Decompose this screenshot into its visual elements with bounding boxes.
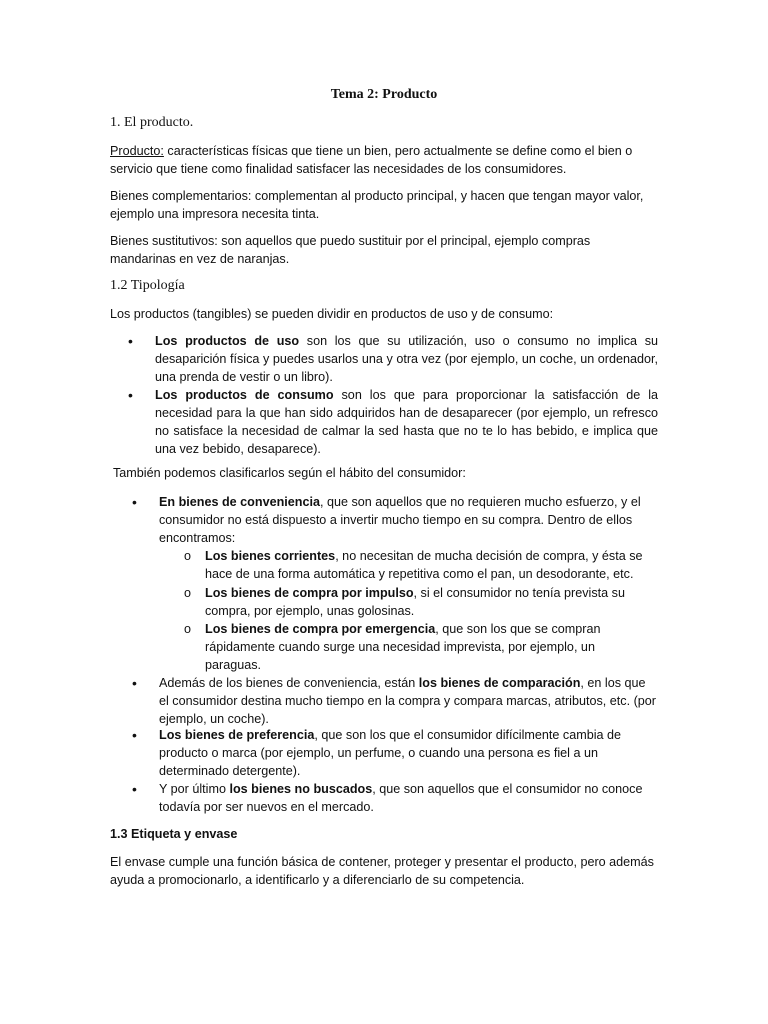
list-item-text: Además de los bienes de conveniencia, están (159, 676, 419, 690)
section-1-heading: 1. El producto. (110, 115, 194, 130)
list-item-bold: los bienes no buscados (229, 782, 373, 796)
sub-list-item-text: , que son los que se compran rápidamente cuando surge una necesidad imprevista, por ejemplo, un paraguas. (205, 622, 601, 672)
list-item-bold: Los productos de uso (155, 334, 300, 348)
bullet-icon: • (132, 494, 137, 510)
list-item-text: , que son los que el consumidor difícilmente cambia de producto o marca (por ejemplo, un perfume, o cuando una persona es fiel a un determinado detergente). (159, 728, 622, 778)
paragraph-envase: El envase cumple una función básica de contener, proteger y presentar el producto, pero además ayuda a promocionarlo, a identificarlo y a diferenciarlo de su competencia. (110, 855, 654, 887)
sub-list-item-text: , no necesitan de mucha decisión de compra, y ésta se hace de una forma automática y repetitiva como el pan, un desodorante, etc. (205, 549, 643, 581)
bullet-icon: • (128, 387, 133, 403)
sub-list-item-bold: Los bienes corrientes (205, 549, 336, 563)
list-item-text: , que son aquellos que no requieren mucho esfuerzo, y el consumidor no está dispuesto a invertir mucho tiempo en su compra. Dentro de ellos encontramos: (159, 495, 641, 545)
list-item-text: son los que su utilización, uso o consumo no implica su desaparición física y puedes usarlos una y otra vez (por ejemplo, un coche, un ordenador, una prenda de vestir o un libro). (155, 334, 658, 384)
sub-list-item-bold: Los bienes de compra por emergencia (205, 622, 436, 636)
bullet-icon: • (132, 675, 137, 691)
sub-list-item-text: , si el consumidor no tenía prevista su compra, por ejemplo, unas golosinas. (205, 586, 625, 618)
bullet-icon: • (132, 727, 137, 743)
paragraph-complementarios: Bienes complementarios: complementan al producto principal, y hacen que tengan mayor valor, ejemplo una impresora necesita tinta. (110, 189, 644, 221)
list-item-text: Y por último (159, 782, 230, 796)
list-item-bold: los bienes de comparación (418, 676, 581, 690)
bullet-icon: • (132, 781, 137, 797)
paragraph-producto (110, 142, 658, 178)
paragraph-habito-intro: También podemos clasificarlos según el hábito del consumidor: (113, 466, 466, 480)
list-item-text: , en los que el consumidor destina mucho tiempo en la compra y compara marcas, atributos, etc. (por ejemplo, un coche). (159, 676, 656, 726)
list-item-text: , que son aquellos que el consumidor no conoce todavía por ser nuevos en el mercado. (159, 782, 643, 814)
section-1-2-heading: 1.2 Tipología (110, 278, 185, 293)
list-item-bold: Los productos de consumo (155, 388, 334, 402)
bullet-icon: • (128, 333, 133, 349)
section-1-3-heading: 1.3 Etiqueta y envase (110, 827, 238, 841)
paragraph-producto-text: características físicas que tiene un bien, pero actualmente se define como el bien o servicio que tiene como finalidad satisfacer las necesidades de los consumidores. (110, 144, 633, 176)
term-producto: Producto: (110, 144, 164, 158)
paragraph-sustitutivos: Bienes sustitutivos: son aquellos que puedo sustituir por el principal, ejemplo compras mandarinas en vez de naranjas. (110, 234, 591, 266)
document-title: Tema 2: Producto (330, 87, 438, 102)
list-item-text: son los que para proporcionar la satisfacción de la necesidad para la que han sido adquiridos han de desaparecer (por ejemplo, un refresco no satisface la necesidad de calmar la sed hasta que no te lo has bebido, e implica que una vez bebido, desaparece). (155, 388, 658, 456)
circle-bullet-icon: o (184, 549, 192, 563)
list-item-bold: En bienes de conveniencia (159, 495, 320, 509)
circle-bullet-icon: o (184, 622, 192, 636)
paragraph-tipologia-intro: Los productos (tangibles) se pueden dividir en productos de uso y de consumo: (110, 307, 554, 321)
sub-list-item-bold: Los bienes de compra por impulso (205, 586, 414, 600)
list-item-bold: Los bienes de preferencia (159, 728, 315, 742)
circle-bullet-icon: o (184, 586, 192, 600)
